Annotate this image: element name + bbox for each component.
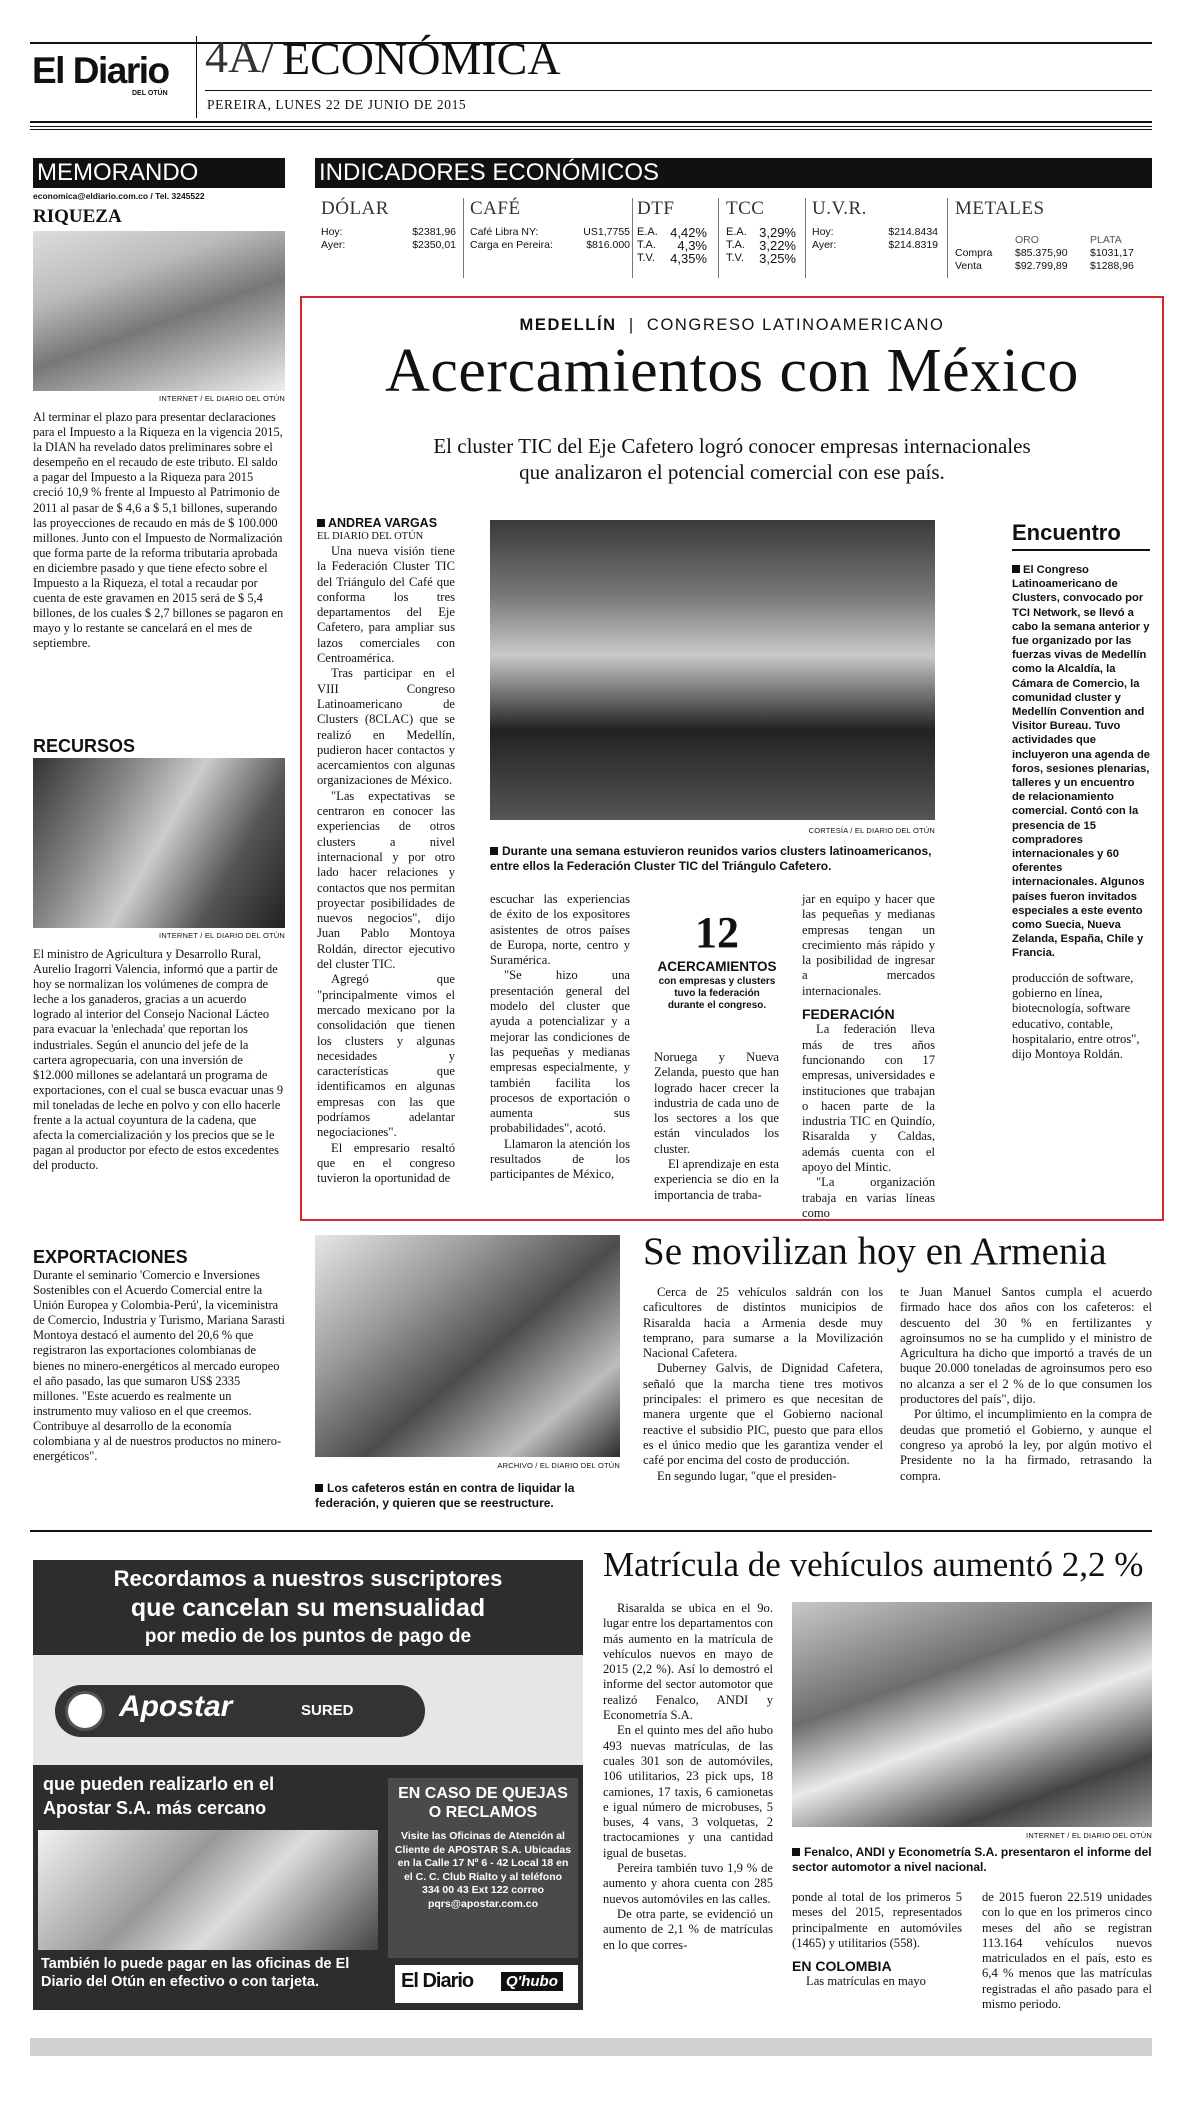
tcc-ta-value: 3,22% bbox=[759, 238, 796, 253]
main-deck-1: El cluster TIC del Eje Cafetero logró conocer empresas internacionales bbox=[433, 434, 1031, 458]
dtf-ta-value: 4,3% bbox=[677, 238, 707, 253]
encuentro-sidebar bbox=[1012, 520, 1150, 1062]
main-col4-p1: jar en equipo y hacer que las pequeñas y medianas empresas tengan un crecimiento más rápido y la posibilidad de ingresar a mercados internacionales. bbox=[802, 892, 935, 998]
ad-line4: que pueden realizarlo en el bbox=[43, 1774, 275, 1794]
main-col1-p5: El empresario resaltó que en el congreso tuvieron la oportunidad de bbox=[317, 1140, 455, 1186]
uvr-head: U.V.R. bbox=[812, 198, 867, 219]
armenia-col2-p1: te Juan Manuel Santos cumpla el acuerdo firmado hace dos años con los cafeteros: el descuento del 30 % en fertilizantes y agroinsumos no se ha cumplido y el ministro de Agricultura ha dicho que importó a través de un buque 20.000 toneladas de agroinsumos pero eso no alcanza a ser el 2 % de lo que consumen los productores del país", dijo. bbox=[900, 1285, 1152, 1407]
armenia-story bbox=[315, 1230, 1152, 1520]
stat-box bbox=[657, 910, 777, 1020]
section-name: ECONÓMICA bbox=[282, 33, 561, 84]
cafe-head: CAFÉ bbox=[470, 198, 521, 219]
armenia-col2 bbox=[900, 1285, 1152, 1484]
matricula-col1-p1: Risaralda se ubica en el 9o. lugar entre los departamentos con más aumento en la matrícula de vehículos nuevos en mayo de 2015 (2,2 %). Así lo demostró el informe del sector automotor que realizó Fenalco, ANDI y Econometría S.A. bbox=[603, 1601, 773, 1723]
apostar-logo bbox=[55, 1685, 425, 1737]
recursos-heading: RECURSOS bbox=[33, 736, 136, 756]
dateline: PEREIRA, LUNES 22 DE JUNIO DE 2015 bbox=[207, 97, 467, 112]
armenia-col1 bbox=[643, 1285, 883, 1484]
encuentro-text: El Congreso Latinoamericano de Clusters, convocado por TCI Network, se llevó a cabo la semana anterior y fue organizado por las fuerzas vivas de Medellín como la Alcaldía, la Cámara de Comercio, la comunidad cluster y Medellín Convention and Visitor Bureau. Tuvo actividades que incluyeron una agenda de foros, sesiones plenarias, talleres y un encuentro de relacionamiento comercial. Contó con la presencia de 15 compradores internacionales y 60 oferentes internacionales. Algunos países fueron invitados especiales a este evento como Suecia, Nueva Zelanda, España, Chile y Francia. bbox=[1012, 564, 1151, 960]
metales-head: METALES bbox=[955, 198, 1045, 219]
main-kicker-topic: CONGRESO LATINOAMERICANO bbox=[646, 316, 945, 334]
matricula-col1-p2: En el quinto mes del año hubo 493 nuevas matrículas, de las cuales 301 son de automóviles, 106 utilitarios, 23 pick ups, 18 camiones, 17 taxis, 6 camionetas e igual número de microbuses, 5 buses, 4 vans, 3 volquetas, 2 tractocamiones y una cantidad igual de busetas. bbox=[603, 1723, 773, 1860]
cafe-ny-value: US1,7755 bbox=[583, 226, 630, 238]
matricula-headline: Matrícula de vehículos aumentó 2,2 % bbox=[603, 1545, 1144, 1584]
memorando-column bbox=[33, 158, 285, 1528]
page-section: 4A/ bbox=[205, 31, 274, 82]
dolar-ayer-label: Ayer: bbox=[321, 239, 346, 251]
main-photo bbox=[490, 520, 935, 820]
armenia-headline: Se movilizan hoy en Armenia bbox=[643, 1230, 1107, 1273]
dtf-ta-label: T.A. bbox=[637, 239, 656, 251]
riqueza-heading: RIQUEZA bbox=[33, 206, 122, 227]
main-col2 bbox=[490, 892, 630, 1183]
metales-venta-label: Venta bbox=[955, 260, 982, 272]
ad-line3: por medio de los puntos de pago de bbox=[144, 1626, 472, 1647]
matricula-col3 bbox=[982, 1890, 1152, 2012]
dolar-ayer-value: $2350,01 bbox=[412, 239, 456, 251]
main-photo-caption: Durante una semana estuvieron reunidos varios clusters latinoamericanos, entre ellos la Federación Cluster TIC del Triángulo Cafetero. bbox=[490, 844, 932, 873]
armenia-col2-p2: Por último, el incumplimiento en la compra de deudas que prometió el Gobierno, y aunque el congreso ya aprobó la ley, por algún motivo el Presidente no la ha firmado, retrasando la compra. bbox=[900, 1407, 1152, 1483]
metales-venta-oro: $92.799,89 bbox=[1015, 260, 1068, 272]
main-deck-2: que analizaron el potencial comercial con ese país. bbox=[519, 460, 945, 484]
metales-compra-label: Compra bbox=[955, 247, 993, 259]
main-author: ANDREA VARGAS bbox=[328, 516, 438, 530]
armenia-photo bbox=[315, 1235, 620, 1457]
main-col4-head: FEDERACIÓN bbox=[802, 1006, 895, 1023]
masthead-logo: El Diario bbox=[32, 50, 169, 91]
tcc-ea-value: 3,29% bbox=[759, 225, 796, 240]
ad-footer: También lo puede pagar en las oficinas de El Diario del Otún en efectivo o con tarjeta. bbox=[41, 1956, 350, 1990]
riqueza-text: Al terminar el plazo para presentar declaraciones para el Impuesto a la Riqueza en la vigencia 2015, la DIAN ha revelado datos preliminares sobre el desempeño en el recaudo de este tributo. El saldo a pagar del Impuesto a la Riqueza para 2015 creció 10,9 % frente al Impuesto al Patrimonio de 2011 al pasar de $ 4,6 a $ 5,1 billones, superando las proyecciones de recaudo en más de $ 100.000 millones. Junto con el Impuesto de Normalización que forma parte de la reforma tributaria aprobada en diciembre pasado y que tiene efecto sobre el Impuesto a la Riqueza, el total a recaudar por cuenta de este gravamen en 2015 será de $ 5,4 billones, de los cuales $ 2,7 billones se pagaron en mayo y lo restante se cancelará en el mes de septiembre. bbox=[33, 410, 284, 651]
matricula-col2-p1: ponde al total de los primeros 5 meses del 2015, representados principalmente en automóviles (1465) y utilitarios (558). bbox=[792, 1890, 962, 1950]
main-col1-p1: Una nueva visión tiene la Federación Cluster TIC del Triángulo del Café que conforma los tres departamentos del Eje Cafetero, para ampliar sus lazos comerciales con Centroamérica. bbox=[317, 544, 455, 666]
indicadores-title: INDICADORES ECONÓMICOS bbox=[315, 158, 1152, 188]
main-photo-credit: CORTESÍA / EL DIARIO DEL OTÚN bbox=[808, 826, 935, 835]
stat-desc: con empresas y clusters tuvo la federación durante el congreso. bbox=[658, 976, 776, 1011]
metales-oro-head: ORO bbox=[1015, 234, 1039, 246]
memorando-contact: economica@eldiario.com.co / Tel. 3245522 bbox=[33, 191, 205, 201]
ad-logo-qhubo: Q'hubo bbox=[501, 1972, 563, 1991]
dtf-tv-value: 4,35% bbox=[670, 251, 707, 266]
stat-number: 12 bbox=[695, 908, 739, 957]
matricula-photo bbox=[792, 1602, 1152, 1827]
main-col4 bbox=[802, 892, 935, 1221]
encuentro-head: Encuentro bbox=[1012, 520, 1150, 551]
armenia-photo-credit: ARCHIVO / EL DIARIO DEL OTÚN bbox=[497, 1461, 620, 1470]
riqueza-photo bbox=[33, 231, 285, 391]
dtf-head: DTF bbox=[637, 198, 675, 219]
metales-venta-plata: $1288,96 bbox=[1090, 260, 1134, 272]
matricula-col2 bbox=[792, 1890, 962, 1990]
armenia-col1-p1: Cerca de 25 vehículos saldrán con los caficultores de distintos municipios de Risaralda hacia a Armenia desde muy temprano, para sumarse a la Movilización Nacional Cafetera. bbox=[643, 1285, 883, 1361]
uvr-hoy-label: Hoy: bbox=[812, 226, 834, 238]
ad-box-text: Visite las Oficinas de Atención al Cliente de APOSTAR S.A. Ubicadas en la Calle 17 Nº 6 - 42 Local 18 en el C. C. Club Rialto y al teléfono 334 00 43 Ext 122 correo pqrs@apostar.com.co bbox=[394, 1830, 572, 1910]
exportaciones-heading: EXPORTACIONES bbox=[33, 1247, 188, 1267]
ad-line5: Apostar S.A. más cercano bbox=[43, 1798, 267, 1818]
exportaciones-text: Durante el seminario 'Comercio e Inversiones Sostenibles con el Acuerdo Comercial entre la Unión Europea y Colombia-Perú', la viceministra de Comercio, Industria y Turismo, Mariana Sarasti Montoya destacó el aumento del 20,6 % que registraron las exportaciones colombianas de bienes no minero-energéticos al mercado europeo el año pasado, las que sumaron US$ 2335 millones. "Este acuerdo es realmente un instrumento muy valioso en el que creemos. Contribuye al desarrollo de la economía colombiana y al de nuestros productos no minero-energéticos". bbox=[33, 1268, 285, 1464]
uvr-ayer-value: $214.8319 bbox=[888, 239, 938, 251]
indicadores bbox=[315, 158, 1152, 283]
stat-label: ACERCAMIENTOS bbox=[657, 959, 777, 974]
dtf-ea-label: E.A. bbox=[637, 226, 658, 238]
main-col1-p3: "Las expectativas se centraron en conocer las experiencias de otros clusters a nivel internacional y por otro lado hacer relaciones y contactos que nos permitan proyectar posibilidades de nuevos negocios", dijo Juan Pablo Montoya Roldán, director ejecutivo del cluster TIC. bbox=[317, 788, 455, 972]
main-col1-p2: Tras participar en el VIII Congreso Latinoamericano de Clusters (8CLAC) que se realizó en Medellín, pudieron hacer contactos y acercamientos con algunas organizaciones de México. bbox=[317, 666, 455, 788]
dolar-hoy-value: $2381,96 bbox=[412, 226, 456, 238]
apostar-logo-icon bbox=[65, 1691, 105, 1731]
metales-plata-head: PLATA bbox=[1090, 234, 1122, 246]
tcc-tv-value: 3,25% bbox=[759, 251, 796, 266]
ad-line1: Recordamos a nuestros suscriptores bbox=[113, 1566, 503, 1591]
metales-compra-oro: $85.375,90 bbox=[1015, 247, 1068, 259]
matricula-col1 bbox=[603, 1601, 773, 1953]
tcc-tv-label: T.V. bbox=[726, 252, 744, 264]
main-col4-p2: La federación lleva más de tres años funcionando con 17 empresas, universidades e instituciones que trabajan o hacen parte de la industria TIC en Quindío, Risaralda y Caldas, además cuenta con el apoyo del Mintic. bbox=[802, 1022, 935, 1175]
masthead-logo-sub: DEL OTÚN bbox=[132, 90, 168, 97]
apostar-brand-sub: SURED bbox=[301, 1702, 354, 1719]
apostar-brand: Apostar bbox=[119, 1690, 233, 1723]
masthead bbox=[0, 0, 1182, 140]
main-col1-p4: Agregó que "principalmente vimos el mercado mexicano por la consolidación que tienen los clusters y algunas necesidades y características que identificamos en algunas empresas con las que podríamos adelantar negociaciones". bbox=[317, 972, 455, 1140]
main-col3-p2: El aprendizaje en esta experiencia se dio en la importancia de traba- bbox=[654, 1157, 779, 1202]
tcc-ea-label: E.A. bbox=[726, 226, 747, 238]
cafe-pereira-label: Carga en Pereira: bbox=[470, 239, 553, 251]
recursos-text: El ministro de Agricultura y Desarrollo Rural, Aurelio Iragorri Valencia, informó que a partir de hoy se normalizan los volúmenes de compra de leche a los ganaderos, gracias a un acuerdo logrado al interior del Consejo Nacional Lácteo para evacuar la 'enlechada' que reportan los industriales. Según el anuncio del jefe de la cartera agropecuaria, con una inversión de $12.000 millones se adelantará un programa de exportaciones, con el cual se busca evacuar unas 9 mil toneladas de leche en polvo y con ello hacerle frente a la actual coyuntura de la cadena, que afecta la comercialización y los precios que se le pagan al productor por efecto de estos excedentes del producto. bbox=[33, 947, 284, 1173]
dtf-ea-value: 4,42% bbox=[670, 225, 707, 240]
riqueza-photo-credit: INTERNET / EL DIARIO DEL OTÚN bbox=[159, 394, 285, 403]
apostar-ad bbox=[33, 1560, 583, 2010]
ad-logo-eldiario: El Diario bbox=[401, 1970, 474, 1992]
main-kicker: MEDELLÍN | CONGRESO LATINOAMERICANO bbox=[519, 316, 945, 334]
metales-compra-plata: $1031,17 bbox=[1090, 247, 1134, 259]
main-col3-p1: Noruega y Nueva Zelanda, puesto que han logrado hacer crecer la industria de cada uno de los sectores a los que están vinculados los cluster. bbox=[654, 1050, 779, 1156]
dtf-tv-label: T.V. bbox=[637, 252, 655, 264]
uvr-ayer-label: Ayer: bbox=[812, 239, 837, 251]
tcc-head: TCC bbox=[726, 198, 765, 219]
armenia-caption: Los cafeteros están en contra de liquidar la federación, y quieren que se reestructure. bbox=[315, 1481, 575, 1510]
matricula-col2-head: EN COLOMBIA bbox=[792, 1958, 892, 1975]
memorando-title: MEMORANDO bbox=[33, 158, 285, 188]
recursos-photo-credit: INTERNET / EL DIARIO DEL OTÚN bbox=[159, 931, 285, 940]
main-story bbox=[300, 296, 1164, 1221]
matricula-story bbox=[600, 1545, 1152, 2035]
matricula-col1-p4: De otra parte, se evidenció un aumento de 2,1 % de matrículas en lo que corres- bbox=[603, 1906, 773, 1952]
main-outlet: EL DIARIO DEL OTÚN bbox=[317, 531, 424, 542]
main-kicker-place: MEDELLÍN bbox=[519, 316, 617, 334]
cafe-ny-label: Café Libra NY: bbox=[470, 226, 539, 238]
ad-box-head: EN CASO DE QUEJAS O RECLAMOS bbox=[398, 1785, 568, 1821]
main-headline: Acercamientos con México bbox=[385, 337, 1079, 405]
uvr-hoy-value: $214.8434 bbox=[888, 226, 938, 238]
encuentro-tail: producción de software, gobierno en línea, biotecnología, software educativo, contable, hospitalario, entre otros", dijo Montoya Roldán. bbox=[1012, 970, 1140, 1062]
ad-line2: que cancelan su mensualidad bbox=[130, 1594, 486, 1622]
main-col1 bbox=[317, 516, 455, 1186]
main-col2-p1: escuchar las experiencias de éxito de los expositores asistentes de otros países de Europa, norte, centro y Suramérica. bbox=[490, 892, 630, 968]
armenia-col1-p2: Duberney Galvis, de Dignidad Cafetera, señaló que la marcha tiene tres motivos principales: el primero es que necesitan de manera urgente que el Gobierno nacional reactive el subsidio PIC, puesto que para ellos es el único medio que les garantiza vender el café por encima del costo de producción. bbox=[643, 1361, 883, 1468]
matricula-col2-p2: Las matrículas en mayo bbox=[806, 1974, 926, 1989]
main-col2-p2: "Se hizo una presentación general del modelo del cluster que ayuda a potencializar y a mejorar las condiciones de las pequeñas y medianas empresas especialmente, y también facilita los procesos de exportación o aumenta sus probabilidades", acotó. bbox=[490, 968, 630, 1136]
ad-newspapers-image bbox=[38, 1830, 378, 1950]
recursos-photo bbox=[33, 758, 285, 928]
matricula-photo-credit: INTERNET / EL DIARIO DEL OTÚN bbox=[1026, 1831, 1152, 1840]
dolar-hoy-label: Hoy: bbox=[321, 226, 343, 238]
matricula-caption: Fenalco, ANDI y Econometría S.A. presentaron el informe del sector automotor a nivel nacional. bbox=[792, 1845, 1152, 1874]
ad-complaints-box bbox=[388, 1778, 578, 1958]
main-col4-p3: "La organización trabaja en varias líneas como bbox=[802, 1175, 935, 1220]
main-col3 bbox=[654, 1050, 779, 1203]
matricula-col1-p3: Pereira también tuvo 1,9 % de aumento y ahora cuenta con 285 nuevos automóviles en las calles. bbox=[603, 1861, 773, 1906]
cafe-pereira-value: $816.000 bbox=[586, 239, 630, 251]
main-col2-p3: Llamaron la atención los resultados de los participantes de México, bbox=[490, 1136, 630, 1182]
matricula-col3-p1: de 2015 fueron 22.519 unidades con lo que en los primeros cinco meses del año se registran 113.164 vehículos nuevos matriculados en el país, esto es 6,4 % menos que las matrículas registradas el año pasado para el mismo periodo. bbox=[982, 1890, 1152, 2012]
armenia-col1-p3: En segundo lugar, "que el presiden- bbox=[657, 1468, 837, 1483]
tcc-ta-label: T.A. bbox=[726, 239, 745, 251]
dolar-head: DÓLAR bbox=[321, 198, 389, 219]
